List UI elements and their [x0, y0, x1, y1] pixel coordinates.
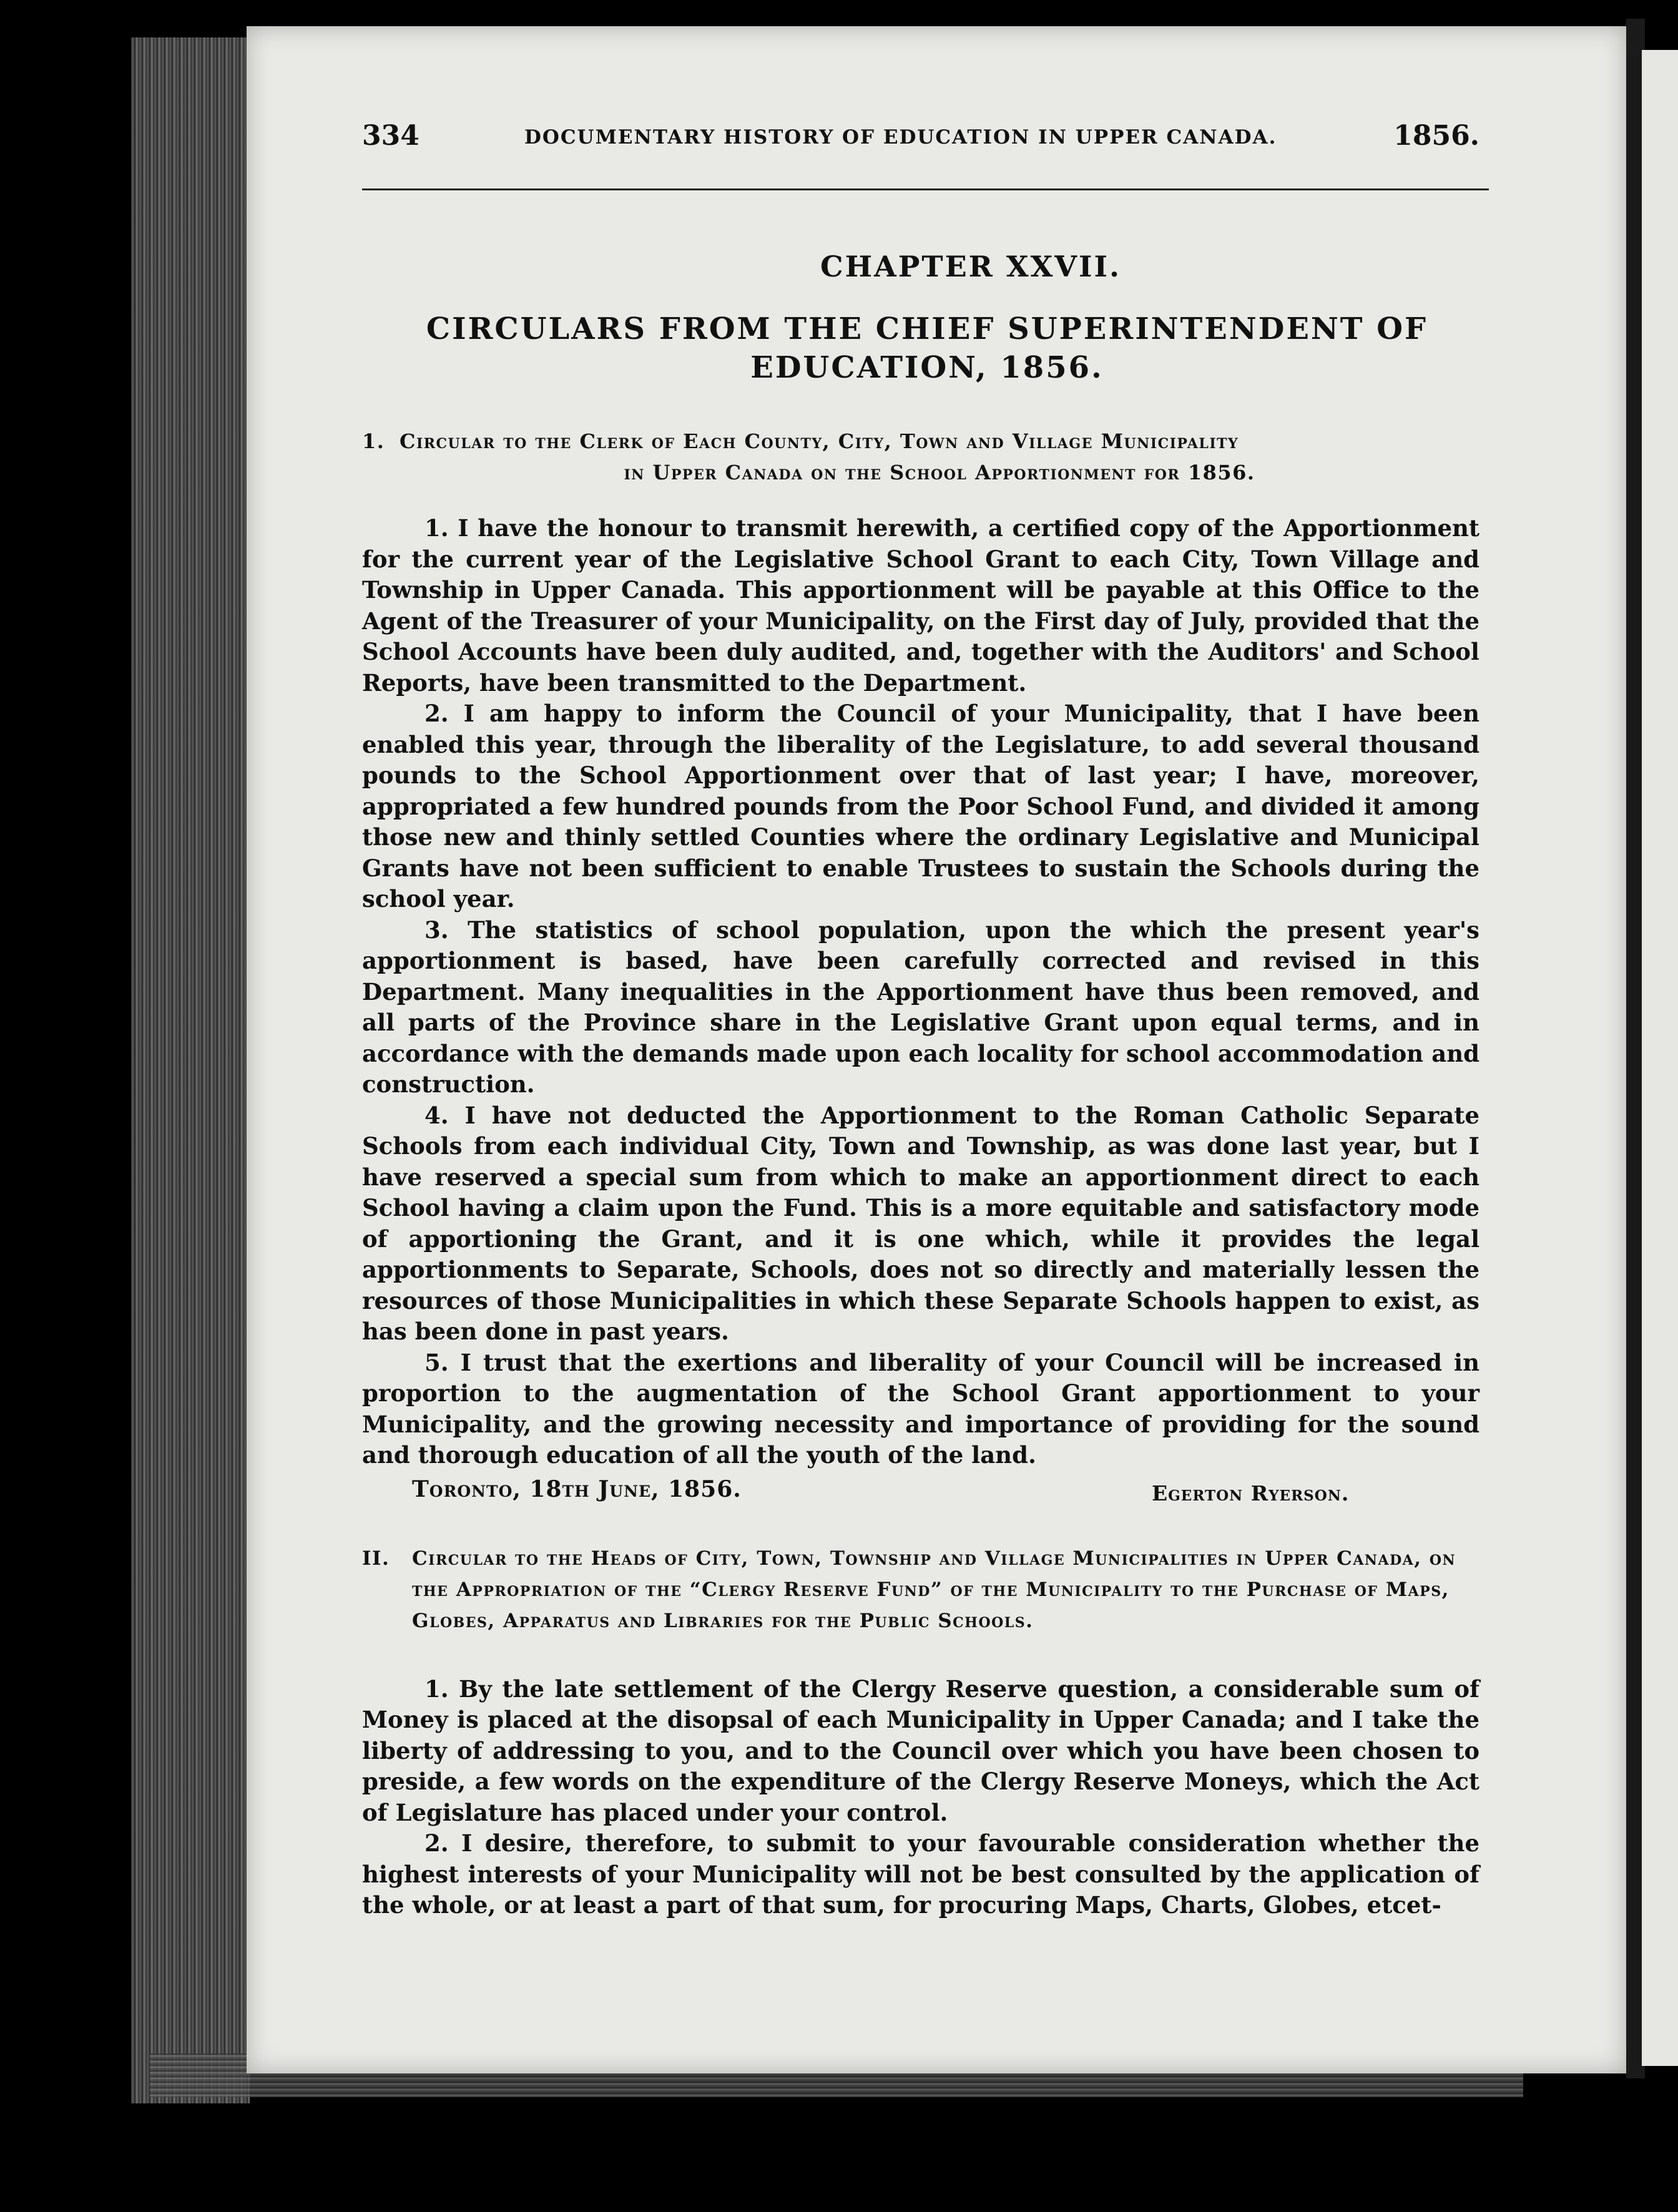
book-page [247, 26, 1626, 2073]
book-page-edges [131, 37, 250, 2103]
facing-page-edge [1642, 50, 1678, 2066]
circular-1-heading [362, 426, 1479, 488]
running-head [362, 120, 1479, 170]
circular-2-paragraph: 1. By the late settlement of the Clergy Reserve question, a considerable sum of Money is placed at the disopsal of each Municipality in Upper Canada; and I take the liberty of addressing to you, and to the Council over which you have been chosen to preside, a few words on the expenditure of the Clergy Reserve Moneys, which the Act of Legislature has placed under your control. [362, 1675, 1479, 1826]
header-rule [362, 188, 1489, 190]
circular-1-heading-line-1: Circular to the Clerk of Each County, City, Town and Village Municipality [400, 429, 1239, 453]
chapter-number: CHAPTER XXVII. [820, 250, 1121, 283]
signatory-name: Egerton Ryerson. [1152, 1480, 1350, 1505]
circular-1-paragraph: 1. I have the honour to transmit herewith, a certified copy of the Apportionment for the current year of the Legislative School Grant to each City, Town Village and Township in Upper Canada. This apportionment will be payable at this Office to the Agent of the Treasurer of your Municipality, on the First day of July, provided that the School Accounts have been duly audited, and, together with the Auditors' and School Reports, have been transmitted to the Department. [362, 514, 1479, 697]
chapter-title: CIRCULARS FROM THE CHIEF SUPERINTENDENT OF EDUCATION, 1856. [426, 311, 1428, 385]
running-year: 1856. [1393, 120, 1479, 152]
circular-1-paragraph: 2. I am happy to inform the Council of your Municipality, that I have been enabled this year, through the liberality of the Legislature, to add several thousand pounds to the School Apportionment over that of last year; I have, moreover, appropriated a few hundred pounds from the Poor School Fund, and divided it among those new and thinly settled Counties where the ordinary Legislative and Municipal Grants have not been sufficient to enable Trustees to sustain the Schools during the school year. [362, 700, 1479, 913]
circular-1-heading-line-2: in Upper Canada on the School Apportionment for 1856. [624, 461, 1255, 484]
place-and-date: Toronto, 18th June, 1856. [412, 1475, 742, 1502]
circular-2-heading [362, 1543, 1479, 1637]
circular-2-heading-text: Circular to the Heads of City, Town, Township and Village Municipalities in Upper Canada, on the Appropriation of the “Clergy Reserve Fund” of the Municipality to the Purchase of Maps, Globes, Apparatus and Libraries for the Public Schools. [412, 1547, 1456, 1632]
circular-1-paragraph: 5. I trust that the exertions and liberality of your Council will be increased in proportion to the augmentation of the School Grant apportionment to your Municipality, and the growing necessity and importance of providing for the sound and thorough education of all the youth of the land. [362, 1348, 1479, 1469]
running-title: DOCUMENTARY HISTORY OF EDUCATION IN UPPER CANADA. [524, 126, 1277, 149]
circular-1-paragraph: 3. The statistics of school population, upon the which the present year's apportionment is based, have been carefully corrected and revised in this Department. Many inequalities in the Apportionment have thus been removed, and all parts of the Province share in the Legislative Grant upon equal terms, and in accordance with the demands made upon each locality for school accommodation and construction. [362, 916, 1479, 1098]
page-number: 334 [362, 120, 419, 152]
page-text [362, 120, 1479, 1921]
circular-2-number: II. [362, 1547, 390, 1570]
signature-block [362, 1474, 1479, 1509]
circular-2-paragraph: 2. I desire, therefore, to submit to your favourable consideration whether the highest interests of your Municipality will not be best consulted by the application of the whole, or at least a part of that sum, for procuring Maps, Charts, Globes, etcet- [362, 1829, 1479, 1919]
circular-1-paragraph: 4. I have not deducted the Apportionment to the Roman Catholic Separate Schools from each individual City, Town and Township, as was done last year, but I have reserved a special sum from which to make an apportionment direct to each School having a claim upon the Fund. This is a more equitable and satisfactory mode of apportioning the Grant, and it is one which, while it provides the legal apportionments to Separate, Schools, does not so directly and materially lessen the resources of those Municipalities in which these Separate Schools happen to exist, as has been done in past years. [362, 1101, 1479, 1345]
circular-1-number: 1. [362, 429, 385, 453]
